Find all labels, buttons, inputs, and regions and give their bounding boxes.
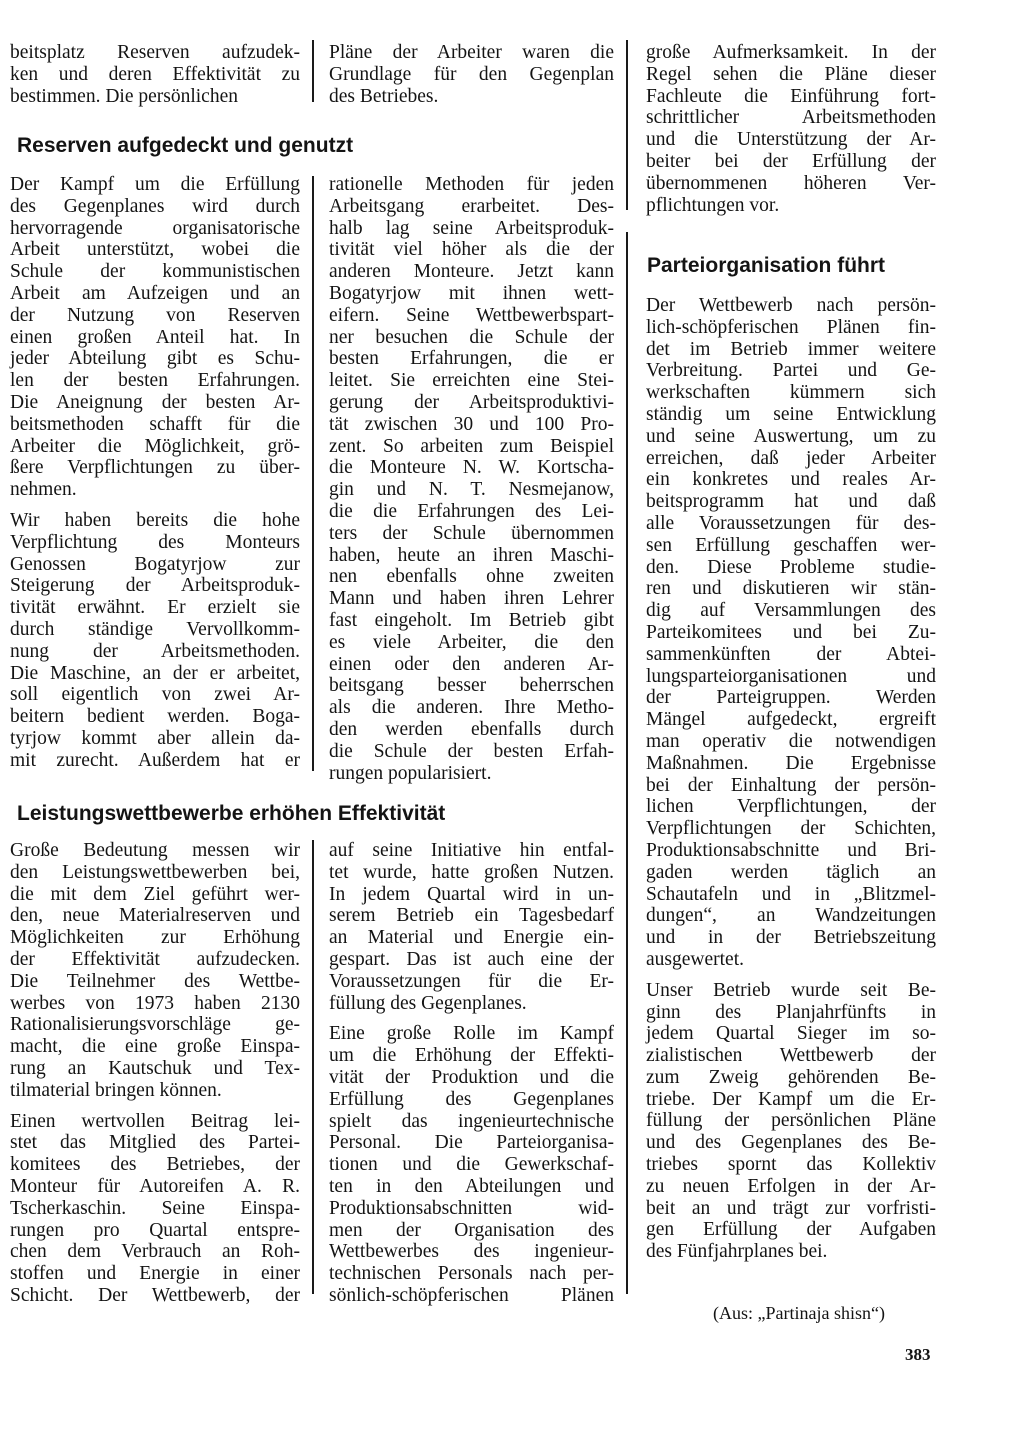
text-line: tet wurde, hatte großen Nutzen. (329, 861, 614, 883)
text-line: sönlich-schöpferischen Plänen (329, 1284, 614, 1306)
text-line: leitet. Sie erreichten eine Stei- (329, 370, 614, 392)
text-line: lichen Verpflichtungen, der (646, 796, 936, 818)
text-line: Produktionsabschnitte und Bri- (646, 839, 936, 861)
text-line: lungsparteiorganisationen und (646, 665, 936, 687)
paragraph (10, 174, 300, 501)
text-line: gespart. Das ist auch eine der (329, 948, 614, 970)
column-rule (312, 176, 314, 771)
text-line: Der Kampf um die Erfüllung (10, 174, 300, 195)
text-line: haben, heute an ihren Maschi- (329, 544, 614, 566)
text-line: alle Voraussetzungen für des- (646, 512, 936, 534)
text-line: die Monteure N. W. Kortscha- (329, 457, 614, 479)
text-line: Unser Betrieb wurde seit Be- (646, 979, 936, 1001)
paragraph (10, 1111, 300, 1307)
text-line: ßere Verpflichtungen zu über- (10, 457, 300, 479)
text-line: Möglichkeiten zur Erhöhung (10, 927, 300, 949)
paragraph (646, 295, 936, 971)
section1-left-column (10, 174, 300, 772)
text-line: halb lag seine Arbeitsproduk- (329, 217, 614, 239)
text-line: Genossen Bogatyrjow zur (10, 553, 300, 575)
paragraph (329, 1023, 614, 1306)
text-line: spielt das ingenieurtechnische (329, 1110, 614, 1132)
paragraph (10, 840, 300, 1102)
text-line: nen ebenfalls ohne zweiten (329, 566, 614, 588)
text-line: dungen“, an Wandzeitungen (646, 905, 936, 927)
text-line: Die Aneignung der besten Ar- (10, 391, 300, 413)
text-line: stet das Mitglied des Partei- (10, 1132, 300, 1154)
text-line: zum Zweig gehörenden Be- (646, 1066, 936, 1088)
text-line: mit zurecht. Außerdem hat er (10, 749, 300, 771)
text-line: Personal. Die Parteiorganisa- (329, 1132, 614, 1154)
column-rule (312, 40, 314, 102)
text-line: des Gegenplanes wird durch (10, 195, 300, 217)
text-line: triebe. Der Kampf um die Er- (646, 1088, 936, 1110)
text-line: chen dem Verbrauch an Roh- (10, 1241, 300, 1263)
text-line: eifern. Seine Wettbewerbspart- (329, 304, 614, 326)
text-line: den, neue Materialreserven und (10, 905, 300, 927)
text-line: einen oder den anderen Ar- (329, 653, 614, 675)
paragraph (329, 840, 614, 1014)
text-line: Maßnahmen. Die Ergebnisse (646, 752, 936, 774)
text-line: Die Teilnehmer des Wettbe- (10, 970, 300, 992)
text-line: die mit dem Ziel geführt wer- (10, 883, 300, 905)
right-column-body (646, 295, 936, 1263)
text-line: pflichtungen vor. (646, 194, 780, 216)
text-line: füllung des Gegenplanes. (329, 992, 527, 1014)
text-line: Arbeit am Aufzeigen und an (10, 282, 300, 304)
text-line: den Leistungswettbewerben bei, (10, 861, 300, 883)
text-line: rung an Kautschuk und Tex- (10, 1057, 300, 1079)
text-line: komitees des Betriebes, der (10, 1154, 300, 1176)
paragraph (646, 980, 936, 1263)
top-mid-text (329, 42, 614, 107)
text-line: det im Betrieb immer weitere (646, 338, 936, 360)
text-line: und des Gegenplanes des Be- (646, 1132, 936, 1154)
text-line: Wir haben bereits die hohe (10, 509, 300, 531)
text-line: len der besten Erfahrungen. (10, 370, 300, 392)
text-line: den werden ebenfalls durch (329, 718, 614, 740)
text-line: lich-schöpferischen Plänen fin- (646, 316, 936, 338)
source-note: (Aus: „Partinaja shisn“) (713, 1303, 885, 1323)
text-line: der Parteigruppen. Werden (646, 687, 936, 709)
text-line: besten Erfahrungen, die er (329, 348, 614, 370)
text-line: Arbeiter die Möglichkeit, grö- (10, 435, 300, 457)
text-line: bei der Einhaltung der persön- (646, 774, 936, 796)
text-line: durch ständige Vervollkomm- (10, 618, 300, 640)
text-line: rationelle Methoden für jeden (329, 174, 614, 195)
text-line: Schicht. Der Wettbewerb, der (10, 1284, 300, 1306)
text-line: sen Erfüllung geschaffen wer- (646, 534, 936, 556)
text-line: Tscherkaschin. Seine Einspa- (10, 1197, 300, 1219)
text-line: zu neuen Erfolgen in der Ar- (646, 1175, 936, 1197)
text-line: werkschaften kümmern sich (646, 382, 936, 404)
text-line: ters der Schule übernommen (329, 522, 614, 544)
text-line: nung der Arbeitsmethoden. (10, 640, 300, 662)
text-line: tionen und die Gewerkschaf- (329, 1154, 614, 1176)
text-line: tyrjow kommt aber allein da- (10, 727, 300, 749)
text-line: rungen pro Quartal entspre- (10, 1219, 300, 1241)
section-heading-leistungswettbewerbe: Leistungswettbewerbe erhöhen Effektivität (17, 802, 446, 825)
text-line: Der Wettbewerb nach persön- (646, 295, 936, 316)
text-line: des Fünfjahrplanes bei. (646, 1241, 828, 1263)
text-line: beitsprogramm hat und daß (646, 491, 936, 513)
column-rule (626, 232, 628, 1294)
text-line: den. Diese Probleme studie- (646, 556, 936, 578)
text-line: Bogatyrjow mit ihnen wett- (329, 282, 614, 304)
text-line: tivität viel höher als die der (329, 239, 614, 261)
text-line: fast eingeholt. Im Betrieb gibt (329, 609, 614, 631)
text-line: tivität erwähnt. Er erzielt sie (10, 597, 300, 619)
text-line: Steigerung der Arbeitsproduk- (10, 575, 300, 597)
text-line: Verpflichtung des Monteurs (10, 531, 300, 553)
text-line: Einen wertvollen Beitrag lei- (10, 1110, 300, 1132)
text-line: Verbreitung. Partei und Ge- (646, 360, 936, 382)
text-line: Große Bedeutung messen wir (10, 840, 300, 861)
text-line: jeder Abteilung gibt es Schu- (10, 348, 300, 370)
section1-mid-column (329, 174, 614, 784)
text-line: ner besuchen die Schule der (329, 326, 614, 348)
text-line: dig auf Versammlungen des (646, 600, 936, 622)
text-line: ein konkretes und reales Ar- (646, 469, 936, 491)
text-line: übernommenen höheren Ver- (646, 172, 936, 194)
text-line: die Schule der besten Erfah- (329, 740, 614, 762)
text-line: gaden werden täglich an (646, 861, 936, 883)
text-line: gen Erfüllung der Aufgaben (646, 1219, 936, 1241)
text-line: Schautafeln und in „Blitzmel- (646, 883, 936, 905)
text-line: beitsmethoden schafft für die (10, 413, 300, 435)
page-number: 383 (905, 1345, 931, 1364)
text-line: tilmaterial bringen können. (10, 1079, 222, 1101)
text-line: Rationalisierungsvorschläge ge- (10, 1014, 300, 1036)
text-line: als die anderen. Ihre Metho- (329, 697, 614, 719)
text-line: Verpflichtungen der Schichten, (646, 818, 936, 840)
text-line: Mängel aufgedeckt, ergreift (646, 709, 936, 731)
text-line: technischen Personals nach per- (329, 1263, 614, 1285)
text-line: nehmen. (10, 479, 77, 501)
text-line: auf seine Initiative hin entfal- (329, 840, 614, 861)
text-line: macht, die eine große Einspa- (10, 1036, 300, 1058)
text-line: beitsgang besser beherrschen (329, 675, 614, 697)
text-line: beitern bedient werden. Boga- (10, 706, 300, 728)
text-line: tät zwischen 30 und 100 Pro- (329, 413, 614, 435)
text-line: ginn des Planjahrfünfts in (646, 1001, 936, 1023)
text-line: zialistischen Wettbewerb der (646, 1045, 936, 1067)
right-column-top-text (646, 42, 936, 216)
text-line: an Material und Energie ein- (329, 927, 614, 949)
text-line: Schule der kommunistischen (10, 261, 300, 283)
text-line: und die Unterstützung der Ar- (646, 129, 936, 151)
text-line: ständig um seine Entwicklung (646, 403, 936, 425)
text-line: Wettbewerbes des ingenieur- (329, 1241, 614, 1263)
text-line: stoffen und Energie in einer (10, 1263, 300, 1285)
text-line: beitsplatz Reserven aufzudek- (10, 42, 300, 63)
text-line: der Nutzung von Reserven (10, 304, 300, 326)
text-line: große Aufmerksamkeit. In der (646, 42, 936, 63)
text-line: Arbeit unterstützt, wobei die (10, 239, 300, 261)
section2-mid-column (329, 840, 614, 1307)
text-line: Regel sehen die Pläne dieser (646, 63, 936, 85)
text-line: ausgewertet. (646, 948, 744, 970)
text-line: triebes spornt das Kollektiv (646, 1154, 936, 1176)
top-left-text (10, 42, 300, 107)
text-line: werbes von 1973 haben 2130 (10, 992, 300, 1014)
text-line: serem Betrieb ein Tagesbedarf (329, 905, 614, 927)
text-line: Eine große Rolle im Kampf (329, 1023, 614, 1045)
text-line: jedem Quartal Sieger im so- (646, 1023, 936, 1045)
text-line: erreichen, daß jeder Arbeiter (646, 447, 936, 469)
text-line: Pläne der Arbeiter waren die (329, 42, 614, 63)
text-line: Fachleute die Einführung fort- (646, 85, 936, 107)
text-line: des Betriebes. (329, 85, 439, 107)
section-heading-parteiorganisation: Parteiorganisation führt (647, 254, 886, 277)
text-line: rungen popularisiert. (329, 762, 492, 784)
text-line: bestimmen. Die persönlichen (10, 85, 238, 107)
text-line: die die Erfahrungen des Lei- (329, 500, 614, 522)
text-line: Monteur für Autoreifen A. R. (10, 1175, 300, 1197)
text-line: hervorragende organisatorische (10, 217, 300, 239)
paragraph (10, 510, 300, 772)
column-rule (626, 40, 628, 210)
text-line: ren und diskutieren wir stän- (646, 578, 936, 600)
text-line: einen großen Anteil hat. In (10, 326, 300, 348)
text-line: ken und deren Effektivität zu (10, 63, 300, 85)
text-line: soll eigentlich von zwei Ar- (10, 684, 300, 706)
text-line: schrittlicher Arbeitsmethoden (646, 107, 936, 129)
text-line: zent. So arbeiten zum Beispiel (329, 435, 614, 457)
text-line: und seine Auswertung, um zu (646, 425, 936, 447)
text-line: ten in den Abteilungen und (329, 1175, 614, 1197)
column-rule (312, 840, 314, 1294)
text-line: und in der Betriebszeitung (646, 927, 936, 949)
text-line: vität der Produktion und die (329, 1066, 614, 1088)
text-line: Die Maschine, an der er arbeitet, (10, 662, 300, 684)
section2-left-column (10, 840, 300, 1307)
text-line: füllung der persönlichen Pläne (646, 1110, 936, 1132)
text-line: anderen Monteure. Jetzt kann (329, 261, 614, 283)
text-line: gin und N. T. Nesmejanow, (329, 479, 614, 501)
text-line: Voraussetzungen für die Er- (329, 970, 614, 992)
text-line: es viele Arbeiter, die den (329, 631, 614, 653)
text-line: men der Organisation des (329, 1219, 614, 1241)
text-line: Arbeitsgang erarbeitet. Des- (329, 195, 614, 217)
text-line: Produktionsabschnitten wid- (329, 1197, 614, 1219)
text-line: um die Erhöhung der Effekti- (329, 1045, 614, 1067)
section-heading-reserven: Reserven aufgedeckt und genutzt (17, 134, 354, 157)
text-line: Grundlage für den Gegenplan (329, 63, 614, 85)
text-line: In jedem Quartal wird in un- (329, 883, 614, 905)
text-line: gerung der Arbeitsproduktivi- (329, 391, 614, 413)
text-line: Parteikomitees und bei Zu- (646, 621, 936, 643)
text-line: Erfüllung des Gegenplanes (329, 1088, 614, 1110)
text-line: beiter bei der Erfüllung der (646, 150, 936, 172)
text-line: sammenkünften der Abtei- (646, 643, 936, 665)
text-line: Mann und haben ihren Lehrer (329, 588, 614, 610)
text-line: man operativ die notwendigen (646, 730, 936, 752)
text-line: beit an und trägt zur vorfristi- (646, 1197, 936, 1219)
text-line: der Effektivität aufzudecken. (10, 948, 300, 970)
